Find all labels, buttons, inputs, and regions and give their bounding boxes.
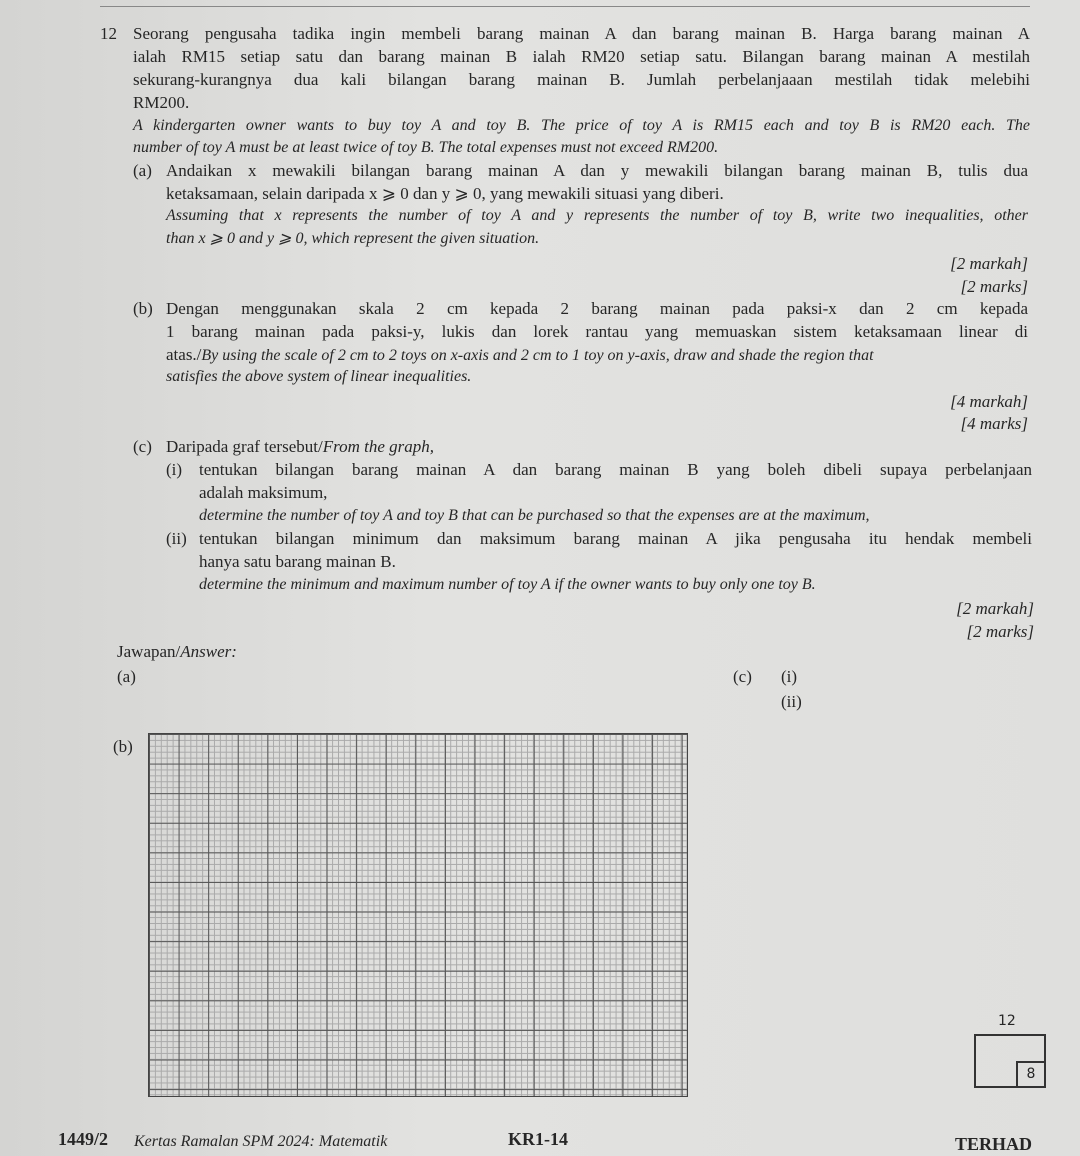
part-b-markah: [4 markah] bbox=[950, 392, 1028, 411]
part-b-line-3-ms: atas./ bbox=[166, 345, 202, 364]
part-a-ms-1: Andaikan x mewakili bilangan barang mainan A dan y mewakili bilangan barang mainan B, tulis dua bbox=[166, 161, 1028, 180]
intro-ms-2: ialah RM15 setiap satu dan barang mainan B ialah RM20 setiap satu. Bilangan barang mainan A mestilah bbox=[133, 47, 1030, 66]
part-b-line-4: satisfies the above system of linear inequalities. bbox=[166, 368, 472, 385]
answer-heading-ms: Jawapan/ bbox=[117, 642, 181, 661]
part-cii-label: (ii) bbox=[166, 529, 187, 548]
part-a-marks: [2 marks] bbox=[960, 277, 1028, 296]
part-c-ms: Daripada graf tersebut/ bbox=[166, 437, 323, 456]
part-c-marks: [2 marks] bbox=[966, 622, 1034, 641]
answer-heading-en: Answer: bbox=[180, 642, 237, 661]
footer-status: TERHAD bbox=[955, 1134, 1033, 1154]
part-b-line-3-en: By using the scale of 2 cm to 2 toys on x-axis and 2 cm to 1 toy on y-axis, draw and shade the region that bbox=[201, 347, 874, 364]
part-cii-en: determine the minimum and maximum number of toy A if the owner wants to buy only one toy B. bbox=[199, 576, 816, 593]
part-a-ms-2: ketaksamaan, selain daripada x ⩾ 0 dan y ⩾ 0, yang mewakili situasi yang diberi. bbox=[166, 184, 724, 203]
intro-ms-1: Seorang pengusaha tadika ingin membeli barang mainan A dan barang mainan B. Harga barang mainan A bbox=[133, 24, 1030, 43]
intro-ms-3: sekurang-kurangnya dua kali bilangan barang mainan B. Jumlah perbelanjaaan mestilah tidak melebihi bbox=[133, 70, 1030, 89]
part-ci-en: determine the number of toy A and toy B that can be purchased so that the expenses are at the maximum, bbox=[199, 507, 870, 524]
intro-en-2: number of toy A must be at least twice of toy B. The total expenses must not exceed RM200. bbox=[133, 139, 719, 156]
part-a-en-1: Assuming that x represents the number of toy A and y represents the number of toy B, write two inequalities, other bbox=[166, 207, 1028, 224]
top-rule bbox=[100, 6, 1030, 7]
total-marks: 12 bbox=[998, 1013, 1016, 1029]
question-number: 12 bbox=[100, 24, 117, 43]
part-b-marks: [4 marks] bbox=[960, 414, 1028, 433]
intro-ms-4: RM200. bbox=[133, 93, 190, 112]
intro-en-1: A kindergarten owner wants to buy toy A and toy B. The price of toy A is RM15 each and toy B is RM20 each. The bbox=[133, 117, 1030, 134]
part-b-line-1: Dengan menggunakan skala 2 cm kepada 2 barang mainan pada paksi-x dan 2 cm kepada bbox=[166, 299, 1028, 318]
part-ci-label: (i) bbox=[166, 460, 183, 479]
part-cii-ms-1: tentukan bilangan minimum dan maksimum barang mainan A jika pengusaha itu hendak membeli bbox=[199, 529, 1032, 548]
answer-b-label: (b) bbox=[113, 737, 133, 756]
footer-code: 1449/2 bbox=[58, 1129, 109, 1149]
part-c-en: From the graph, bbox=[322, 437, 434, 456]
part-a-label: (a) bbox=[133, 161, 152, 180]
footer-page: KR1-14 bbox=[508, 1129, 568, 1149]
part-b-label: (b) bbox=[133, 299, 153, 318]
answer-cii-label: (ii) bbox=[781, 692, 802, 711]
score-value: 8 bbox=[1016, 1061, 1046, 1088]
answer-ci-label: (i) bbox=[781, 667, 798, 686]
footer-title: Kertas Ramalan SPM 2024: Matematik bbox=[134, 1133, 388, 1150]
answer-a-label: (a) bbox=[117, 667, 136, 686]
part-a-markah: [2 markah] bbox=[950, 254, 1028, 273]
part-c-label: (c) bbox=[133, 437, 152, 456]
part-b-line-2: 1 barang mainan pada paksi-y, lukis dan lorek rantau yang memuaskan sistem ketaksamaan linear di bbox=[166, 322, 1028, 341]
part-a-en-2: than x ⩾ 0 and y ⩾ 0, which represent the given situation. bbox=[166, 230, 540, 247]
answer-c-label: (c) bbox=[733, 667, 752, 686]
part-cii-ms-2: hanya satu barang mainan B. bbox=[199, 552, 396, 571]
graph-paper[interactable] bbox=[148, 733, 688, 1097]
part-ci-ms-1: tentukan bilangan barang mainan A dan barang mainan B yang boleh dibeli supaya perbelanjaan bbox=[199, 460, 1032, 479]
part-ci-ms-2: adalah maksimum, bbox=[199, 483, 328, 502]
part-c-markah: [2 markah] bbox=[956, 599, 1034, 618]
